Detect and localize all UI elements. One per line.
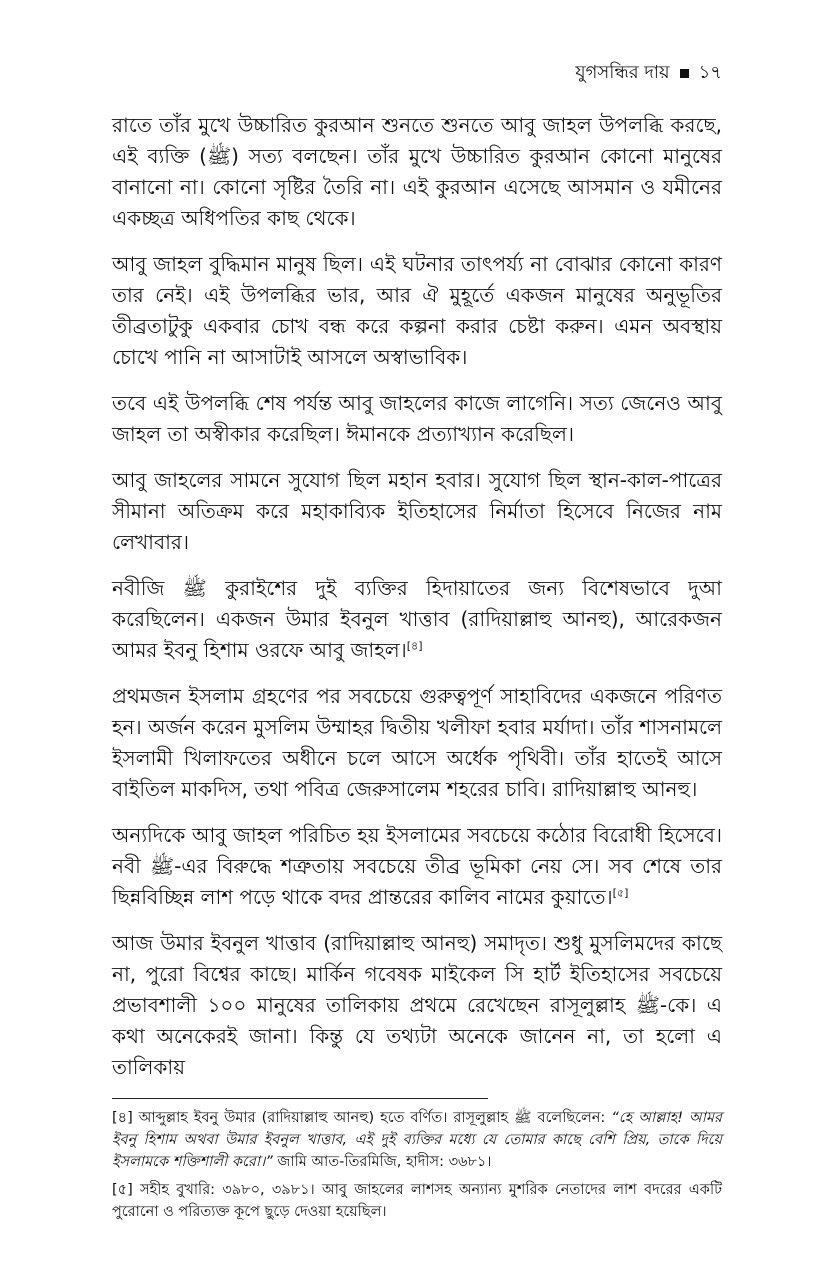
paragraph-text: রাতে তাঁর মুখে উচ্চারিত কুরআন শুনতে শুনতে আবু জাহল উপলব্ধি করছে, এই ব্যক্তি (ﷺ) সত্য বলছেন। তাঁর মুখে উচ্চারিত কুরআন কোনো মানুষের বানানো না। কোনো সৃষ্টির তৈরি না। এই কুরআন এসেছে আসমান ও যমীনের একচ্ছত্র অধিপতির কাছ থেকে। — [112, 113, 722, 230]
running-header — [112, 60, 722, 86]
paragraph-4 — [112, 465, 722, 558]
paragraph-2 — [112, 249, 722, 373]
footnotes — [112, 1107, 722, 1223]
paragraph-text: আবু জাহল বুদ্ধিমান মানুষ ছিল। এই ঘটনার তাৎপর্য্য না বোঝার কোনো কারণ তার নেই। এই উপলব্ধির ভার, আর ঐ মুহূর্তে একজন মানুষের অনুভূতির তীব্রতাটুকু একবার চোখ বন্ধ করে কল্পনা করার চেষ্টা করুন। এমন অবস্থায় চোখে পানি না আসাটাই আসলে অস্বাভাবিক। — [112, 252, 722, 369]
paragraph-text: তবে এই উপলব্ধি শেষ পর্যন্ত আবু জাহলের কাজে লাগেনি। সত্য জেনেও আবু জাহল তা অস্বীকার করেছিল। ঈমানকে প্রত্যাখ্যান করেছিল। — [112, 391, 722, 446]
paragraph-text: আবু জাহলের সামনে সুযোগ ছিল মহান হবার। সুযোগ ছিল স্থান-কাল-পাত্রের সীমানা অতিক্রম করে মহাকাব্যিক ইতিহাসের নির্মাতা হিসেবে নিজের নাম লেখাবার। — [112, 468, 722, 554]
paragraph-3 — [112, 388, 722, 450]
footnote-4 — [112, 1107, 722, 1173]
paragraph-7 — [112, 820, 722, 913]
paragraph-text: নবীজি ﷺ কুরাইশের দুই ব্যক্তির হিদায়াতের জন্য বিশেষভাবে দুআ করেছিলেন। একজন উমার ইবনুল খাত্তাব (রাদিয়াল্লাহু আনহু), আরেকজন আমর ইবনু হিশাম ওরফে আবু জাহল। — [112, 576, 722, 662]
paragraph-5 — [112, 573, 722, 666]
paragraph-1 — [112, 110, 722, 234]
body-text — [112, 110, 722, 1083]
footnote-ref-4[interactable]: [৪] — [406, 639, 423, 653]
footnote-marker: [৫] — [112, 1182, 133, 1198]
page-number: ১৭ — [698, 62, 722, 83]
footnote-marker: [৪] — [112, 1110, 133, 1126]
paragraph-text: প্রথমজন ইসলাম গ্রহণের পর সবচেয়ে গুরুত্বপূর্ণ সাহাবিদের একজনে পরিণত হন। অর্জন করেন মুসলিম উম্মাহর দ্বিতীয় খলীফা হবার মর্যাদা। তাঁর শাসনামলে ইসলামী খিলাফতের অধীনে চলে আসে অর্ধেক পৃথিবী। তাঁর হাতেই আসে বাইতিল মাকদিস, তথা পবিত্র জেরুসালেম শহরের চাবি। রাদিয়াল্লাহু আনহু। — [112, 684, 722, 801]
paragraph-6 — [112, 681, 722, 805]
paragraph-8 — [112, 928, 722, 1083]
separator-square-icon — [680, 69, 689, 78]
paragraph-text: আজ উমার ইবনুল খাত্তাব (রাদিয়াল্লাহু আনহু) সমাদৃত। শুধু মুসলিমদের কাছে না, পুরো বিশ্বের কাছে। মার্কিন গবেষক মাইকেল সি হার্ট ইতিহাসের সবচেয়ে প্রভাবশালী ১০০ মানুষের তালিকায় প্রথমে রেখেছেন রাসূলুল্লাহ ﷺ-কে। এ কথা অনেকেরই জানা। কিন্তু যে তথ্যটা অনেকে জানেন না, তা হলো এ তালিকায় — [112, 931, 722, 1079]
footnote-source: জামি আত-তিরমিজি, হাদীস: ৩৬৮১। — [277, 1154, 492, 1170]
paragraph-text: অন্যদিকে আবু জাহল পরিচিত হয় ইসলামের সবচেয়ে কঠোর বিরোধী হিসেবে। নবী ﷺ-এর বিরুদ্ধে শত্রুতায় সবচেয়ে তীব্র ভূমিকা নেয় সে। সব শেষে তার ছিন্নবিচ্ছিন্ন লাশ পড়ে থাকে বদর প্রান্তরের কালিব নামের কুয়াতে। — [112, 823, 723, 909]
footnote-quote: “হে আল্লাহ! আমর ইবনু হিশাম অথবা উমার ইবনুল খাত্তাব, এই দুই ব্যক্তির মধ্যে যে তোমার কাছে বেশি প্রিয়, তাকে দিয়ে ইসলামকে শক্তিশালী করো।” — [112, 1110, 722, 1170]
footnote-ref-5[interactable]: [৫] — [612, 886, 629, 900]
header-title: যুগসন্ধির দায় — [575, 62, 670, 83]
footnote-5 — [112, 1179, 722, 1223]
footnote-divider — [112, 1098, 488, 1099]
footnote-text: আব্দুল্লাহ ইবনু উমার (রাদিয়াল্লাহু আনহু) হতে বর্ণিত। রাসূলুল্লাহ ﷺ বলেছিলেন: — [138, 1110, 606, 1126]
footnote-text: সহীহ বুখারি: ৩৯৮০, ৩৯৮১। আবু জাহলের লাশসহ অন্যান্য মুশরিক নেতাদের লাশ বদরের একটি পুরোনো ও পরিত্যক্ত কূপে ছুড়ে দেওয়া হয়েছিল। — [112, 1182, 723, 1220]
